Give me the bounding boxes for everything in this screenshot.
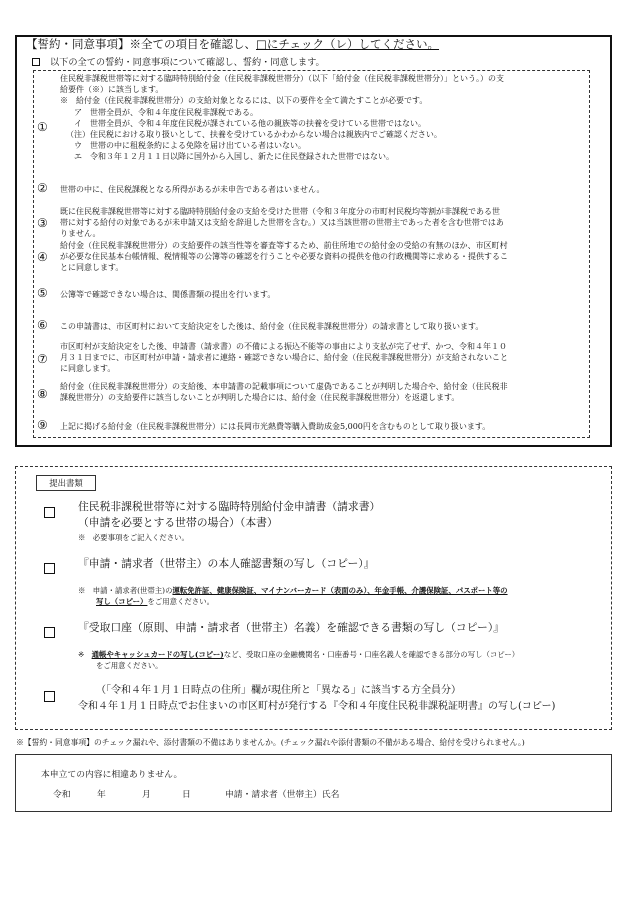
item-line: 給要件（※）に該当します。: [60, 85, 164, 95]
item-line: 上記に掲げる給付金（住民税非課税世帯分）には長岡市光熱費等購入費助成金5,000円を含むものとして取り扱います。: [60, 422, 491, 431]
item-line: ア 世帯全員が、令和４年度住民税非課税である。: [74, 107, 258, 117]
consent-title: [26, 37, 439, 51]
item-line: （注）住民税における取り扱いとして、扶養を受けているかわからない場合は親族内でご確認ください。: [66, 130, 442, 140]
consent-title-prefix: 【誓約・同意事項】※全ての項目を確認し、: [26, 37, 256, 51]
item-line: 既に住民税非課税世帯等に対する臨時特別給付金の支給を受けた世帯（令和３年度分の市町村民税均等割が非課税である世: [60, 207, 500, 216]
item-number: ⑧: [37, 387, 48, 401]
document-2-note-cont: [96, 597, 214, 607]
item-line: 住民税非課税世帯等に対する臨時特別給付金（住民税非課税世帯分）（以下「給付金（住民税非課税世帯分）」という。）の支: [60, 74, 504, 83]
item-line: イ 世帯全員が、令和４年度住民税が課されている他の親族等の扶養を受けている世帯ではない。: [74, 118, 426, 128]
note-text: をご用意ください。: [147, 597, 214, 606]
consent-title-instruction: □にチェック（レ）してください。: [256, 37, 440, 51]
confirm-all-row[interactable]: [32, 57, 325, 69]
item-line: ウ 世帯の中に租税条約による免除を届け出ている者はいない。: [74, 141, 306, 151]
item-line: が必要な住民基本台帳情報、税情報等の公簿等の確認を行うことや必要な資料の提供を他の行政機関等に求める・提供するこ: [60, 252, 508, 262]
signer-name-label: 申請・請求者（世帯主）氏名: [225, 790, 340, 800]
item-line: 公簿等で確認できない場合は、関係書類の提出を行います。: [60, 290, 276, 299]
month-label: 月: [142, 790, 151, 800]
item-line: 月３１日までに、市区町村が申請・請求者に連絡・確認できない場合に、給付金（住民税非課税世帯分）が支給されないこと: [60, 353, 508, 363]
item-line: 市区町村が支給決定をした後、申請書（請求書）の不備による振込不能等の事由により支払が完了せず、かつ、令和４年１０: [60, 342, 508, 351]
item-number: ⑥: [37, 318, 48, 332]
item-line: 帯に対する給付の対象であるが未申請又は支給を辞退した世帯を含む。）又は当該世帯の世帯主であった者を含む世帯ではあ: [60, 218, 504, 228]
item-line: 課税世帯分）の支給要件に該当しないことが判明した場合には、給付金（住民税非課税世帯分）を返還します。: [60, 393, 460, 403]
confirm-all-checkbox[interactable]: [32, 58, 40, 66]
footnote: ※【誓約・同意事項】のチェック漏れや、添付書類の不備はありませんか。(チェック漏れや添付書類の不備がある場合、給付を受けられません。): [16, 738, 525, 747]
document-4-checkbox[interactable]: [44, 691, 55, 702]
note-text: など、受取口座の金融機関名・口座番号・口座名義人を確認できる部分の写し（コピー）: [223, 650, 520, 659]
document-3-checkbox[interactable]: [44, 627, 55, 638]
document-2-checkbox[interactable]: [44, 563, 55, 574]
item-number: ④: [37, 250, 48, 264]
item-line: ※ 給付金（住民税非課税世帯分）の支給対象となるには、以下の要件を全て満たすことが必要です。: [60, 96, 428, 106]
declaration-text: 本申立ての内容に相違ありません。: [41, 770, 183, 780]
document-1-title: 住民税非課税世帯等に対する臨時特別給付金申請書（請求書）: [78, 500, 381, 513]
consent-item: [60, 321, 587, 332]
document-3-note-cont: をご用意ください。: [96, 661, 163, 670]
item-line: とに同意します。: [60, 263, 124, 273]
item-number: ③: [37, 216, 48, 230]
document-2-note: [78, 586, 508, 596]
item-line: りません。: [60, 229, 101, 239]
consent-item: [60, 341, 587, 375]
item-line: エ 令和３年１２月１１日以降に国外から入国し、新たに住民登録された世帯ではない。: [74, 152, 394, 162]
item-number: ②: [37, 181, 48, 195]
note-emphasis: 運転免許証、健康保険証、マイナンバーカード（表面のみ）、年金手帳、介護保険証、パスポート等の: [172, 586, 508, 595]
consent-item: [60, 289, 587, 300]
item-line: この申請書は、市区町村において支給決定をした後は、給付金（住民税非課税世帯分）の請求書として取り扱います。: [60, 322, 484, 331]
day-label: 日: [182, 790, 191, 800]
consent-item: [60, 421, 587, 432]
consent-item: [60, 381, 587, 403]
item-line: 給付金（住民税非課税世帯分）の支給要件の該当性等を審査等するため、前住所地での給付金の受給の有無のほか、市区町村: [60, 241, 508, 250]
item-line: に同意します。: [60, 364, 116, 374]
document-3-title: 『受取口座（原則、申請・請求者（世帯主）名義）を確認できる書類の写し（コピー）』: [78, 621, 505, 634]
document-1-subtitle: （申請を必要とする世帯の場合）（本書）: [78, 516, 278, 529]
document-4-condition: （「令和４年１月１日時点の住所」欄が現住所と「異なる」に該当する方全員分）: [96, 685, 461, 696]
item-number: ⑤: [37, 286, 48, 300]
item-line: 給付金（住民税非課税世帯分）の支給後、本申請書の記載事項について虚偽であることが判明した場合や、給付金（住民税非: [60, 382, 508, 391]
item-number: ①: [37, 120, 48, 134]
note-emphasis: 通帳やキャッシュカードの写し(コピー): [91, 650, 224, 659]
consent-item: [60, 184, 587, 195]
document-1-note: ※ 必要事項をご記入ください。: [78, 533, 189, 542]
item-line: 世帯の中に、住民税課税となる所得があるが未申告である者はいません。: [60, 185, 325, 194]
consent-item: [60, 240, 587, 274]
consent-item: [60, 206, 587, 240]
note-text: ※ 申請・請求者(世帯主)の: [78, 586, 173, 595]
era-label: 令和: [53, 790, 71, 800]
item-number: ⑨: [37, 418, 48, 432]
document-1-checkbox[interactable]: [44, 507, 55, 518]
declaration-section: [15, 754, 612, 812]
document-3-note: [78, 650, 519, 660]
item-number: ⑦: [37, 352, 48, 366]
documents-tab-label: 提出書類: [36, 475, 96, 491]
document-4-title: 令和４年１月１日時点でお住まいの市区町村が発行する『令和４年度住民税非課税証明書』の写し(コピー): [78, 701, 556, 712]
year-label: 年: [97, 790, 106, 800]
document-2-title: 『申請・請求者（世帯主）の本人確認書類の写し（コピー）』: [78, 557, 375, 570]
consent-item: [60, 73, 587, 163]
note-emphasis: 写し（コピー）: [96, 597, 148, 606]
confirm-all-label: 以下の全ての誓約・同意事項について確認し、誓約・同意します。: [50, 57, 325, 68]
note-text: ※: [78, 650, 92, 659]
